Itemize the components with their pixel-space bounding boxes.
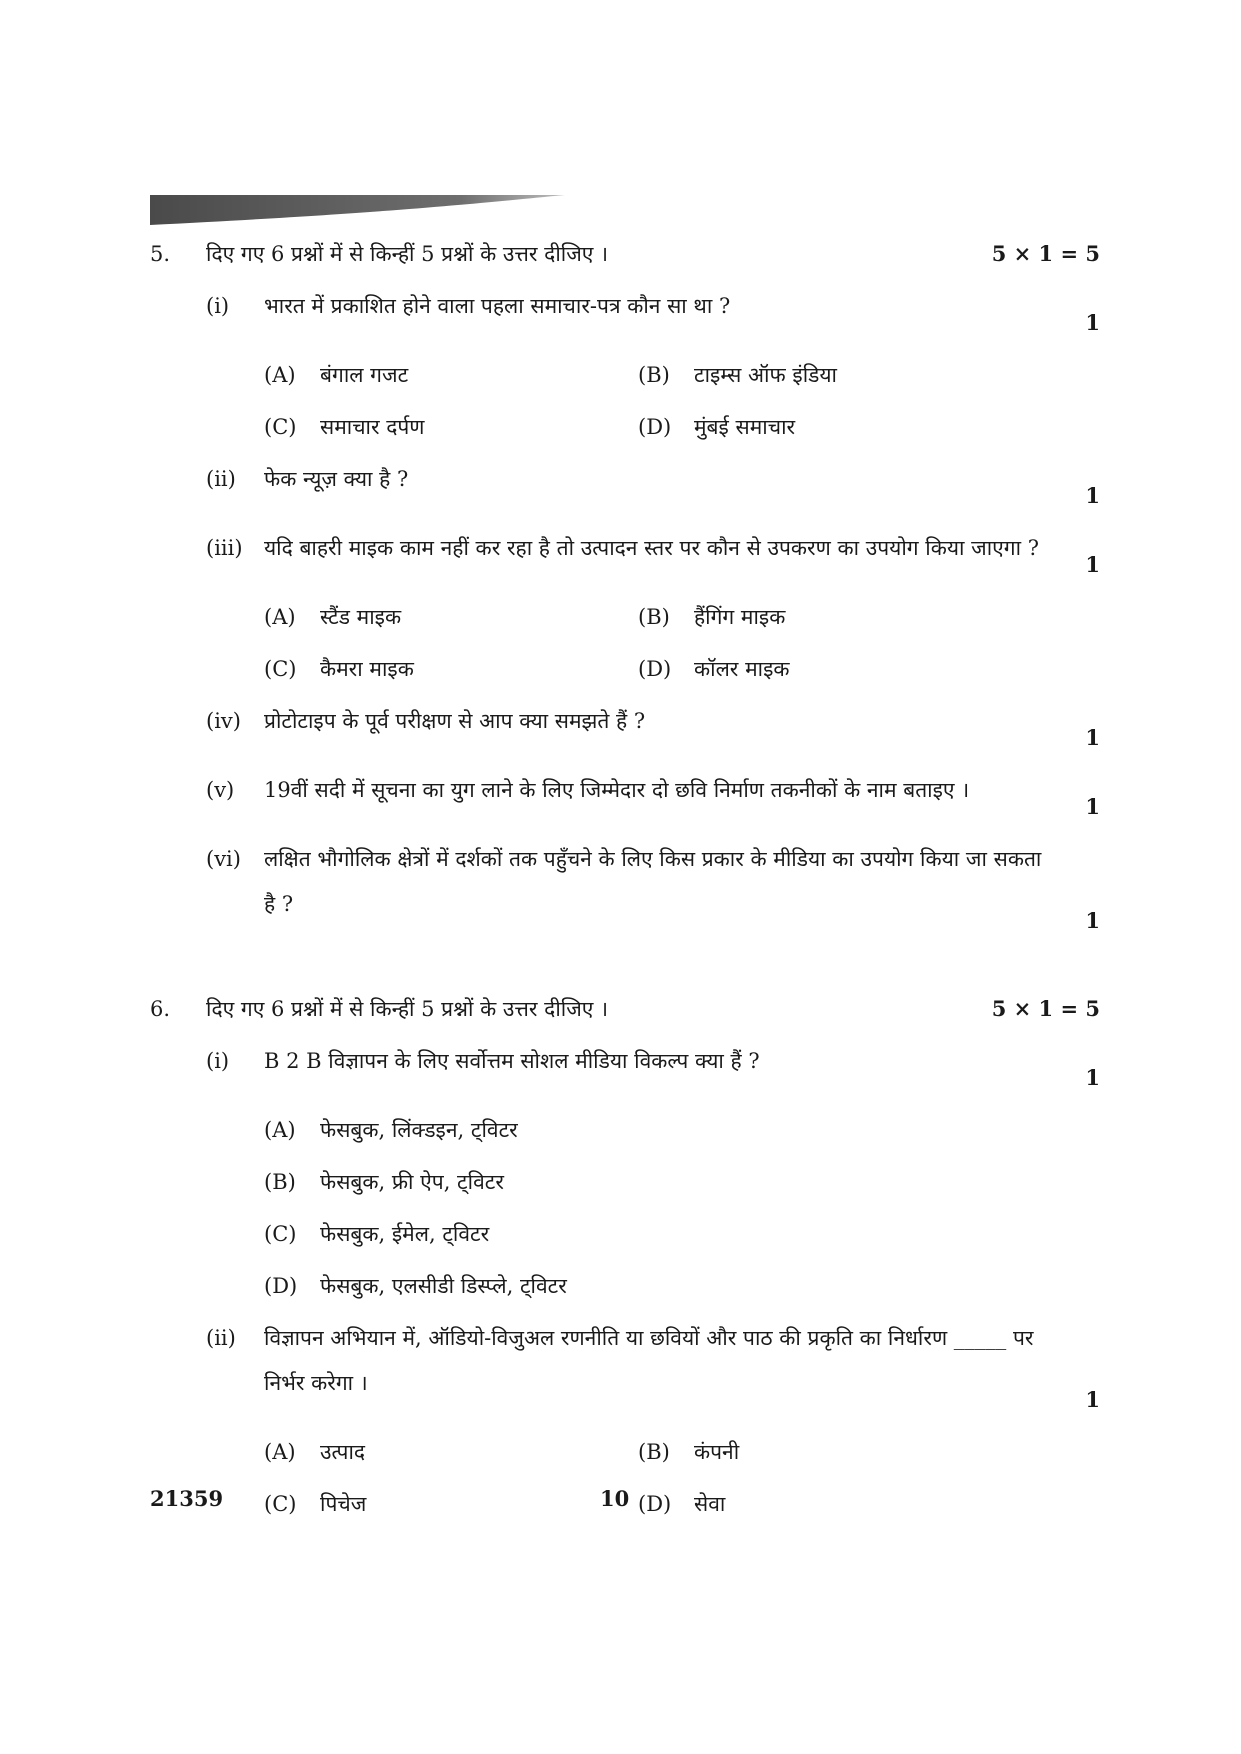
option-text: मुंबई समाचार — [694, 415, 796, 439]
header-decorative-bar — [150, 191, 565, 225]
option-b — [638, 361, 1038, 389]
question-marks: 5 × 1 = 5 — [991, 241, 1100, 266]
question-number: 5. — [150, 242, 171, 266]
option-d — [264, 1272, 1100, 1300]
question-instruction: दिए गए 6 प्रश्नों में से किन्हीं 5 प्रश्नों के उत्तर दीजिए । — [206, 997, 609, 1021]
option-text: स्टैंड माइक — [320, 605, 402, 629]
subquestion-text: 19वीं सदी में सूचना का युग लाने के लिए जिम्मेदार दो छवि निर्माण तकनीकों के नाम बताइए । — [264, 778, 970, 802]
option-text: उत्पाद — [320, 1440, 366, 1464]
options-5-i — [264, 361, 1100, 441]
question-5-header — [150, 240, 1100, 268]
option-text: समाचार दर्पण — [320, 415, 425, 439]
option-text: फेसबुक, फ्री ऐप, ट्विटर — [320, 1170, 504, 1194]
subquestion-number: (i) — [206, 1049, 230, 1073]
subquestion-text: विज्ञापन अभियान में, ऑडियो-विजुअल रणनीति या छवियों और पाठ की प्रकृति का निर्धारण _____ पर निर्भर करेगा । — [264, 1326, 1034, 1395]
option-label: (A) — [264, 1440, 296, 1464]
option-d — [638, 1490, 1038, 1518]
option-label: (C) — [264, 1222, 297, 1246]
option-label: (A) — [264, 363, 296, 387]
subquestion-marks: 1 — [1085, 310, 1100, 335]
option-text: कैमरा माइक — [320, 657, 414, 681]
subquestion-marks: 1 — [1085, 725, 1100, 750]
subquestion-number: (i) — [206, 294, 230, 318]
subquestion-5-ii — [150, 465, 1100, 510]
subquestion-5-i — [150, 292, 1100, 337]
option-text: पिचेज — [320, 1492, 367, 1516]
option-d — [638, 655, 1038, 683]
option-label: (D) — [638, 657, 672, 681]
subquestion-number: (vi) — [206, 847, 241, 871]
option-label: (C) — [264, 415, 297, 439]
option-text: कॉलर माइक — [694, 657, 790, 681]
option-text: कंपनी — [694, 1440, 740, 1464]
subquestion-number: (ii) — [206, 1326, 236, 1350]
options-6-i — [264, 1116, 1100, 1300]
subquestion-number: (v) — [206, 778, 235, 802]
subquestion-text: फेक न्यूज़ क्या है ? — [264, 467, 409, 491]
option-label: (C) — [264, 1492, 297, 1516]
option-label: (B) — [264, 1170, 296, 1194]
option-b — [264, 1168, 1100, 1196]
question-marks: 5 × 1 = 5 — [991, 996, 1100, 1021]
subquestion-text: भारत में प्रकाशित होने वाला पहला समाचार-पत्र कौन सा था ? — [264, 294, 731, 318]
subquestion-marks: 1 — [1085, 1065, 1100, 1090]
option-c — [264, 1220, 1100, 1248]
option-label: (D) — [638, 415, 672, 439]
subquestion-number: (iii) — [206, 536, 243, 560]
subquestion-5-iii — [150, 534, 1100, 579]
option-label: (B) — [638, 363, 670, 387]
option-text: सेवा — [694, 1492, 726, 1516]
option-label: (C) — [264, 657, 297, 681]
option-text: टाइम्स ऑफ इंडिया — [694, 363, 837, 387]
option-text: फेसबुक, ईमेल, ट्विटर — [320, 1222, 490, 1246]
subquestion-marks: 1 — [1085, 552, 1100, 577]
subquestion-6-ii — [150, 1324, 1100, 1414]
paper-code: 21359 — [150, 1486, 224, 1511]
question-number: 6. — [150, 997, 171, 1021]
option-text: फेसबुक, एलसीडी डिस्प्ले, ट्विटर — [320, 1274, 567, 1298]
subquestion-text: लक्षित भौगोलिक क्षेत्रों में दर्शकों तक पहुँचने के लिए किस प्रकार के मीडिया का उपयोग किया जा सकता है ? — [264, 847, 1042, 916]
option-label: (A) — [264, 605, 296, 629]
question-instruction: दिए गए 6 प्रश्नों में से किन्हीं 5 प्रश्नों के उत्तर दीजिए । — [206, 242, 609, 266]
option-label: (B) — [638, 605, 670, 629]
subquestion-marks: 1 — [1085, 1387, 1100, 1412]
subquestion-text: B 2 B विज्ञापन के लिए सर्वोत्तम सोशल मीडिया विकल्प क्या हैं ? — [264, 1049, 760, 1073]
subquestion-text: यदि बाहरी माइक काम नहीं कर रहा है तो उत्पादन स्तर पर कौन से उपकरण का उपयोग किया जाएगा ? — [264, 536, 1039, 560]
subquestion-marks: 1 — [1085, 483, 1100, 508]
question-6-header — [150, 995, 1100, 1023]
subquestion-5-v — [150, 776, 1100, 821]
subquestion-number: (iv) — [206, 709, 241, 733]
subquestion-number: (ii) — [206, 467, 236, 491]
question-page — [150, 240, 1100, 1542]
subquestion-text: प्रोटोटाइप के पूर्व परीक्षण से आप क्या समझते हैं ? — [264, 709, 646, 733]
option-a — [264, 1116, 1100, 1144]
option-label: (B) — [638, 1440, 670, 1464]
subquestion-5-vi — [150, 845, 1100, 935]
subquestion-marks: 1 — [1085, 908, 1100, 933]
option-d — [638, 413, 1038, 441]
subquestion-6-i — [150, 1047, 1100, 1092]
option-label: (D) — [264, 1274, 298, 1298]
subquestion-marks: 1 — [1085, 794, 1100, 819]
option-text: फेसबुक, लिंक्डइन, ट्विटर — [320, 1118, 518, 1142]
subquestion-5-iv — [150, 707, 1100, 752]
option-label: (D) — [638, 1492, 672, 1516]
options-6-ii — [264, 1438, 1100, 1518]
option-b — [638, 1438, 1038, 1466]
options-5-iii — [264, 603, 1100, 683]
option-text: हैंगिंग माइक — [694, 605, 786, 629]
page-number: 10 — [600, 1486, 630, 1511]
option-text: बंगाल गजट — [320, 363, 409, 387]
option-b — [638, 603, 1038, 631]
option-label: (A) — [264, 1118, 296, 1142]
